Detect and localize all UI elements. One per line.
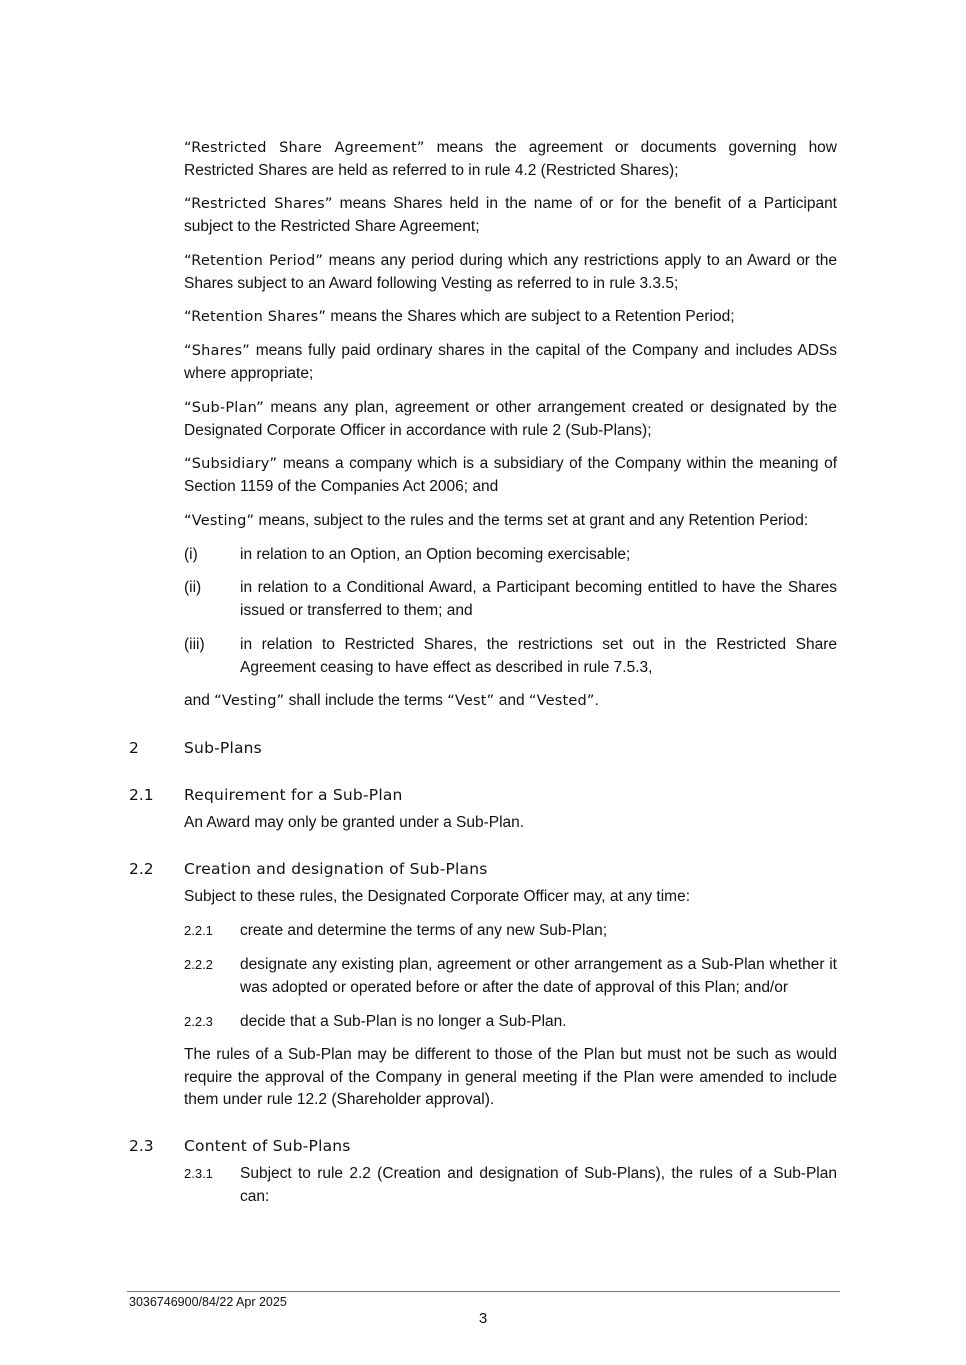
subsection-title: Requirement for a Sub-Plan xyxy=(184,786,403,804)
closing-text: . xyxy=(594,692,599,709)
definition-restricted-share-agreement xyxy=(184,137,837,182)
clause-number: 2.3.1 xyxy=(184,1166,213,1181)
footer-reference: 3036746900/84/22 Apr 2025 xyxy=(129,1295,287,1309)
defined-term: “Restricted Shares” xyxy=(184,196,333,212)
definition-restricted-shares xyxy=(184,193,837,238)
definition-retention-period xyxy=(184,250,837,295)
defined-term: “Subsidiary” xyxy=(184,456,278,472)
defined-term: “Retention Shares” xyxy=(184,309,327,325)
defined-term: “Shares” xyxy=(184,343,251,359)
section-title: Sub-Plans xyxy=(184,739,262,757)
page-number: 3 xyxy=(478,1310,488,1327)
clause-number: 2.2.1 xyxy=(184,923,213,938)
vesting-item-number: (iii) xyxy=(184,636,205,653)
clause-number: 2.2.2 xyxy=(184,957,213,972)
defined-term: “Sub-Plan” xyxy=(184,400,264,416)
defined-term: “Vested” xyxy=(528,693,595,709)
definition-text: means any period during which any restrictions apply to an Award or the Shares subject to an Award following Vesting as referred to in rule 3.3.5; xyxy=(184,252,838,292)
vesting-item-text: in relation to an Option, an Option becoming exercisable; xyxy=(240,546,631,563)
definition-text: means the agreement or documents governing how Restricted Shares are held as referred to in rule 4.2 (Restricted Shares); xyxy=(184,139,837,179)
subsection-number: 2.2 xyxy=(129,860,154,878)
definition-retention-shares xyxy=(184,306,837,329)
clause-text: designate any existing plan, agreement or other arrangement as a Sub-Plan whether it was adopted or operated before or after the date of approval of this Plan; and/or xyxy=(240,956,837,996)
subsection-intro: Subject to these rules, the Designated Corporate Officer may, at any time: xyxy=(184,888,691,905)
footer-divider xyxy=(127,1291,840,1292)
closing-text: and xyxy=(494,692,529,709)
subsection-title: Creation and designation of Sub-Plans xyxy=(184,860,488,878)
subsection-number: 2.3 xyxy=(129,1137,154,1155)
definition-text: means, subject to the rules and the terms set at grant and any Retention Period: xyxy=(254,512,809,529)
vesting-closing-sentence xyxy=(184,690,837,713)
definition-text: means any plan, agreement or other arrangement created or designated by the Designated Corporate Officer in accordance with rule 2 (Sub-Plans); xyxy=(184,399,837,439)
subsection-closing: The rules of a Sub-Plan may be different to those of the Plan but must not be such as would require the approval of the Company in general meeting if the Plan were amended to include them under rule 12.2 (Shareholder approval). xyxy=(184,1046,837,1108)
subsection-title: Content of Sub-Plans xyxy=(184,1137,351,1155)
definition-vesting xyxy=(184,510,837,533)
closing-text: and xyxy=(184,692,215,709)
vesting-item-text: in relation to Restricted Shares, the restrictions set out in the Restricted Share Agreement ceasing to have effect as described in rule 7.5.3, xyxy=(240,636,837,676)
section-number: 2 xyxy=(129,739,139,757)
definition-subsidiary xyxy=(184,453,837,498)
definition-text: means Shares held in the name of or for the benefit of a Participant subject to the Restricted Share Agreement; xyxy=(184,195,837,235)
subsection-number: 2.1 xyxy=(129,786,154,804)
defined-term: “Vest” xyxy=(447,693,495,709)
clause-text: Subject to rule 2.2 (Creation and designation of Sub-Plans), the rules of a Sub-Plan can: xyxy=(240,1165,837,1205)
vesting-item-number: (i) xyxy=(184,546,198,563)
subsection-body: An Award may only be granted under a Sub-Plan. xyxy=(184,814,525,831)
defined-term: “Retention Period” xyxy=(184,253,324,269)
vesting-item-number: (ii) xyxy=(184,579,202,596)
definition-sub-plan xyxy=(184,397,837,442)
closing-text: shall include the terms xyxy=(284,692,448,709)
definition-shares xyxy=(184,340,837,385)
definition-text: means a company which is a subsidiary of the Company within the meaning of Section 1159 of the Companies Act 2006; and xyxy=(184,455,837,495)
defined-term: “Vesting” xyxy=(214,693,285,709)
clause-number: 2.2.3 xyxy=(184,1014,213,1029)
defined-term: “Vesting” xyxy=(184,513,255,529)
definition-text: means fully paid ordinary shares in the capital of the Company and includes ADSs where appropriate; xyxy=(184,342,837,382)
clause-text: create and determine the terms of any new Sub-Plan; xyxy=(240,922,608,939)
vesting-item-text: in relation to a Conditional Award, a Participant becoming entitled to have the Shares issued or transferred to them; and xyxy=(240,579,837,619)
clause-text: decide that a Sub-Plan is no longer a Sub-Plan. xyxy=(240,1013,567,1030)
defined-term: “Restricted Share Agreement” xyxy=(184,140,425,156)
definition-text: means the Shares which are subject to a Retention Period; xyxy=(326,308,735,325)
